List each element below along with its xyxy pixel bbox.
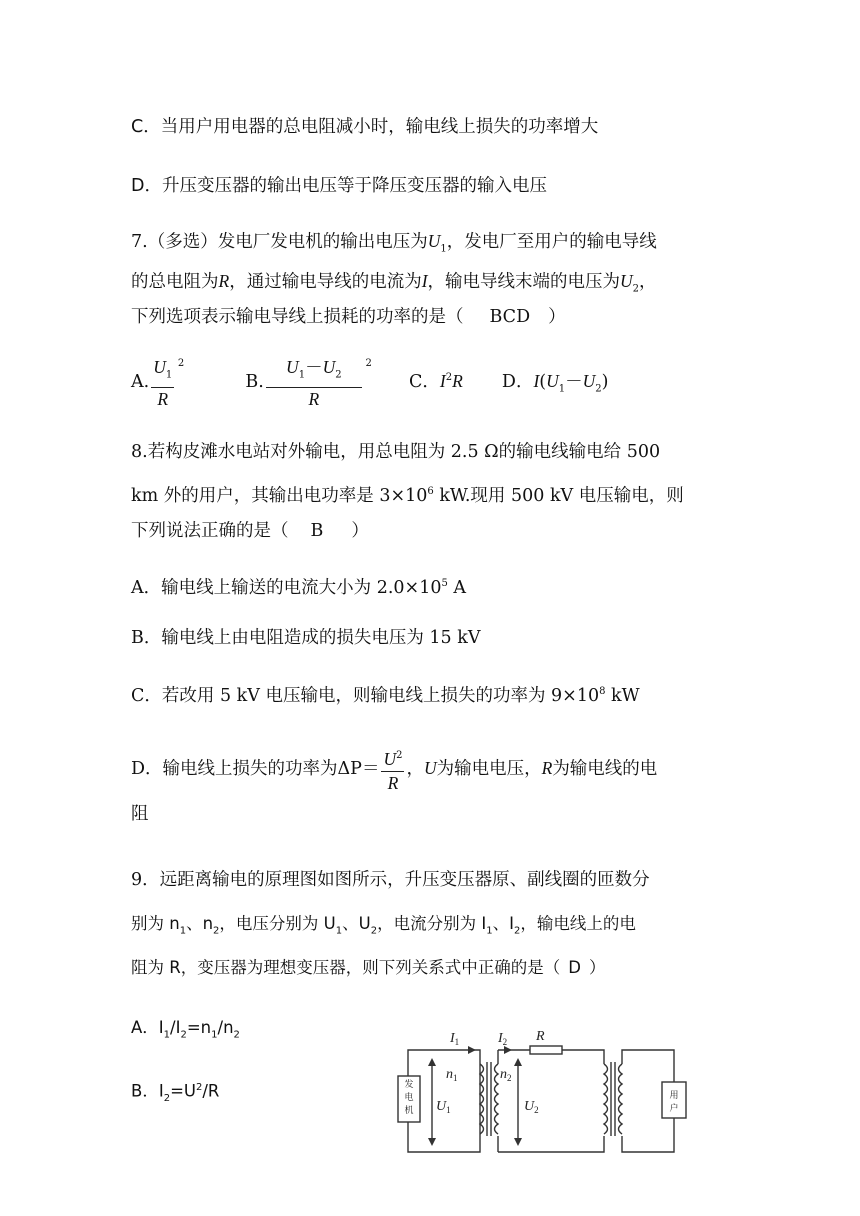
q9-stem-line1: 9．远距离输电的原理图如图所示，升压变压器原、副线圈的匝数分	[131, 870, 650, 890]
q8-answer: B	[310, 521, 324, 541]
q7-option-b: B. $U_1-U_2$ R 2	[245, 357, 372, 409]
q7-stem-line1: 7.（多选）发电厂发电机的输出电压为$U_1$，发电厂至用户的输电导线	[131, 231, 657, 255]
user-char-1: 用	[669, 1090, 679, 1100]
u2-arrow-up-icon	[514, 1058, 522, 1066]
q7-stem-line2: 的总电阻为R，通过输电导线的电流为I，输电导线末端的电压为$U_2$，	[131, 271, 657, 295]
line-resistor	[530, 1046, 562, 1054]
q9-answer: D	[568, 958, 581, 977]
q9-stem-line2: 别为 $n_1$、$n_2$，电压分别为 $U_1$、$U_2$，电流分别为 $I_1$、$I_2$，输电线上的电	[131, 914, 636, 937]
label-i1: $I_1$	[450, 1031, 460, 1047]
i1-arrow-icon	[468, 1046, 476, 1054]
q8-option-b: B．输电线上由电阻造成的损失电压为 15 kV	[131, 628, 481, 648]
power-transmission-diagram	[384, 1020, 704, 1160]
u1-arrow-up-icon	[428, 1058, 436, 1066]
q9-stem-line3: 阻为 R，变压器为理想变压器，则下列关系式中正确的是（ D ）	[131, 958, 606, 977]
q8-stem-line3: 下列说法正确的是（ B ）	[131, 521, 369, 541]
label-n1: $n_1$	[446, 1067, 458, 1083]
q7-option-d: D．$I(U_1-U_2)$	[501, 371, 609, 395]
q8-option-d: D．输电线上损失的功率为ΔP＝ $\frac{U^2}{R}$ ，U为输电电压，R为输电线的电	[131, 745, 657, 794]
i2-arrow-icon	[504, 1046, 512, 1054]
generator-char-1: 发	[404, 1079, 414, 1089]
label-i2: $I_2$	[498, 1031, 508, 1047]
label-r: R	[536, 1029, 545, 1044]
u2-arrow-down-icon	[514, 1138, 522, 1146]
q8-stem-line1: 8.若构皮滩水电站对外输电，用总电阻为 2.5 Ω的输电线输电给 500	[131, 442, 661, 462]
q7-options	[131, 356, 608, 410]
stepdown-primary-coil	[604, 1064, 608, 1134]
generator-char-3: 机	[404, 1105, 414, 1115]
q6-option-c: C．当用户用电器的总电阻减小时，输电线上损失的功率增大	[131, 117, 599, 137]
stepdown-secondary-coil	[619, 1064, 623, 1134]
label-u1: $U_1$	[436, 1099, 451, 1115]
q7-stem-line3: 下列选项表示输电导线上损耗的功率的是（ BCD ）	[131, 307, 566, 327]
label-n2: $n_2$	[500, 1067, 512, 1083]
q8-option-d-cont: 阻	[131, 804, 149, 824]
secondary-coil	[495, 1064, 499, 1134]
q8-stem-line2: km 外的用户，其输出电功率是 $3\times 10^6$ kW.现用 500 kV 电压输电，则	[131, 485, 684, 506]
q6-option-d: D．升压变压器的输出电压等于降压变压器的输入电压	[131, 176, 547, 196]
user-char-2: 户	[669, 1103, 679, 1113]
q9-option-a: A．$I_1/I_2=n_1/n_2$	[131, 1018, 240, 1041]
label-u2: $U_2$	[524, 1099, 539, 1115]
q8-option-c: C．若改用 5 kV 电压输电，则输电线上损失的功率为 $9\times 10^8$ kW	[131, 685, 640, 706]
generator-char-2: 电	[404, 1092, 414, 1102]
q7-answer: BCD	[489, 307, 531, 327]
q7-option-c: C．$I^2R$	[408, 371, 463, 393]
q7-option-a: A. $U_1$ R 2	[131, 357, 185, 409]
q8-option-a: A．输电线上输送的电流大小为 $2.0\times 10^5$ A	[131, 577, 467, 598]
u1-arrow-down-icon	[428, 1138, 436, 1146]
q9-option-b: B．$I_2=U^2/R$	[131, 1081, 220, 1104]
